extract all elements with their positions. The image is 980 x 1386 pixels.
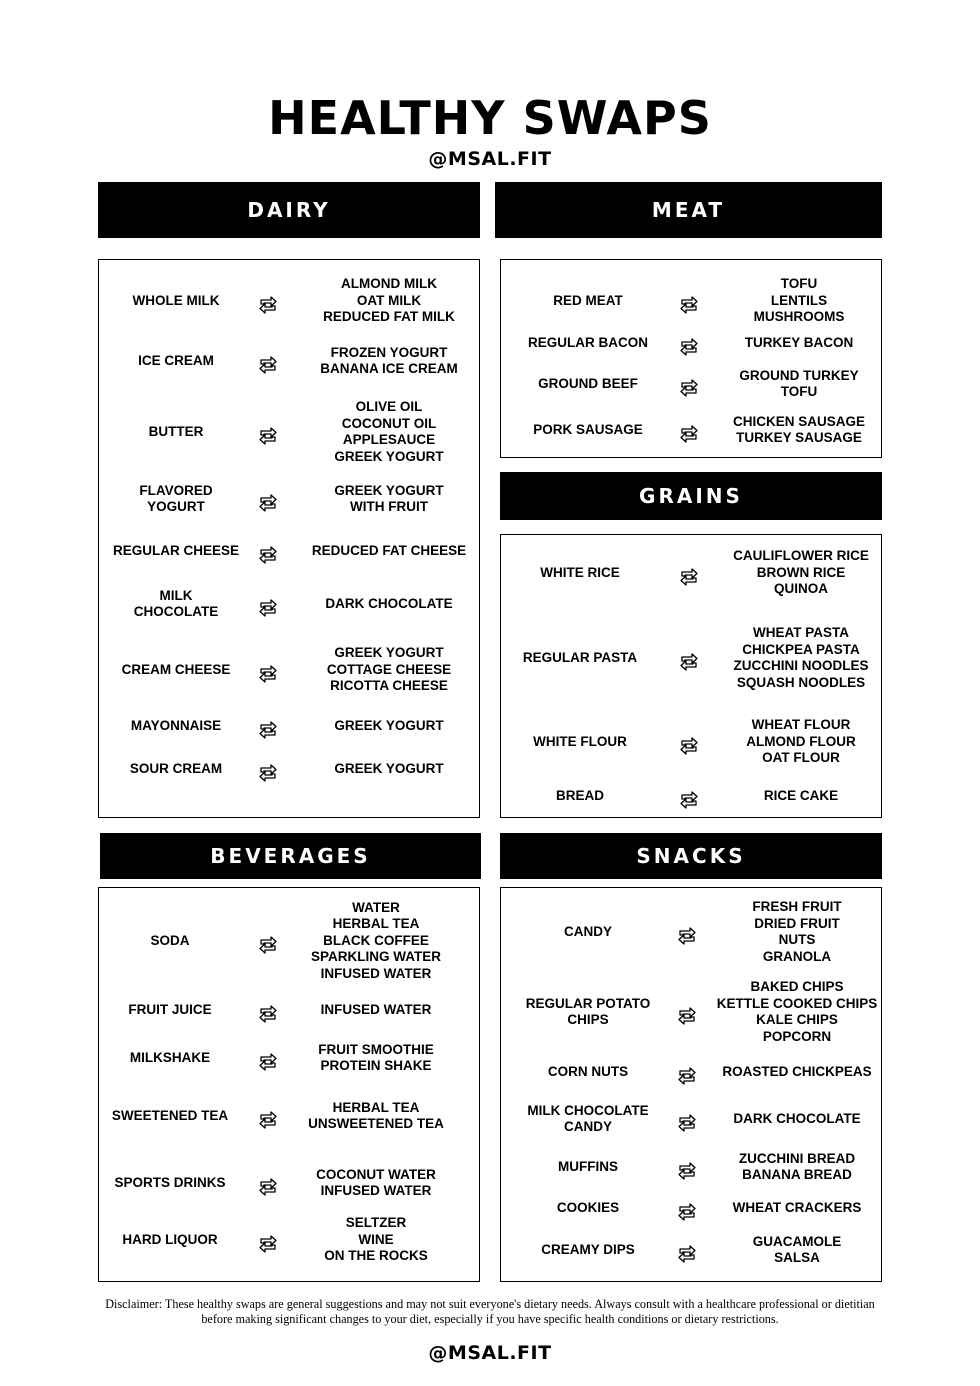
swap-arrows-icon <box>256 719 280 741</box>
swap-arrows-icon <box>256 663 280 685</box>
swap-to-line: WHEAT PASTA <box>753 625 849 640</box>
swap-arrows-icon <box>675 1005 699 1027</box>
swap-from-line: SWEETENED TEA <box>111 1107 229 1123</box>
dairy-to-2 <box>294 399 484 465</box>
swap-arrows-icon <box>677 294 701 316</box>
beverages-to-5 <box>286 1215 466 1265</box>
swap-from-line: FRUIT JUICE <box>128 1001 212 1017</box>
swap-to-line: ROASTED CHICKPEAS <box>722 1063 872 1079</box>
swap-to-line: BANANA ICE CREAM <box>320 361 458 376</box>
grains-to-0 <box>711 548 891 598</box>
beverages-to-2 <box>286 1042 466 1075</box>
swap-to-line: SPARKLING WATER <box>311 949 441 964</box>
snacks-from-2 <box>513 1064 663 1081</box>
swap-to-line: WHEAT CRACKERS <box>732 1199 862 1215</box>
beverages-from-2 <box>100 1050 240 1067</box>
swap-arrows-icon <box>256 544 280 566</box>
swap-from-line: REGULAR BACON <box>528 334 648 350</box>
beverages-to-1 <box>286 1002 466 1019</box>
snacks-to-2 <box>707 1064 887 1081</box>
grains-from-3 <box>505 788 655 805</box>
swap-from-line: REGULAR PASTA <box>522 649 638 665</box>
snacks-from-1 <box>513 996 663 1029</box>
beverages-header: BEVERAGES <box>100 833 481 879</box>
snacks-header: SNACKS <box>500 833 882 879</box>
beverages-from-1 <box>100 1002 240 1019</box>
dairy-from-1 <box>106 353 246 370</box>
snacks-to-5 <box>707 1200 887 1217</box>
swap-to-line: GREEK YOGURT <box>334 645 444 660</box>
swap-from-line: COOKIES <box>556 1199 620 1215</box>
dairy-to-3 <box>294 483 484 516</box>
swap-arrows-icon <box>256 597 280 619</box>
meat-from-2 <box>513 376 663 393</box>
swap-to-line: LENTILS <box>770 292 828 308</box>
swap-to-line: APPLESAUCE <box>342 432 436 447</box>
swap-to-line: OAT MILK <box>356 292 422 308</box>
swap-to-line: RICE CAKE <box>763 787 839 803</box>
dairy-to-1 <box>294 345 484 378</box>
grains-from-1 <box>505 650 655 667</box>
swap-to-line: TURKEY BACON <box>744 334 854 350</box>
swap-arrows-icon <box>256 1003 280 1025</box>
swap-arrows-icon <box>256 425 280 447</box>
snacks-box <box>500 887 882 1282</box>
swap-from-line: CHOCOLATE <box>133 604 219 619</box>
swap-to-line: COCONUT OIL <box>341 415 437 431</box>
beverages-from-4 <box>100 1175 240 1192</box>
swap-arrows-icon <box>675 1065 699 1087</box>
swap-to-line: ZUCCHINI BREAD <box>738 1150 856 1166</box>
swap-from-line: GROUND BEEF <box>538 375 638 391</box>
swap-to-line: ZUCCHINI NOODLES <box>733 658 869 673</box>
swap-to-line: COCONUT WATER <box>316 1166 436 1182</box>
dairy-from-8 <box>106 761 246 778</box>
swap-to-line: GUACAMOLE <box>752 1233 842 1249</box>
swap-to-line: TURKEY SAUSAGE <box>736 430 862 445</box>
swap-arrows-icon <box>677 735 701 757</box>
swap-to-line: GRANOLA <box>762 948 832 964</box>
dairy-to-5 <box>294 596 484 613</box>
meat-to-1 <box>714 335 884 352</box>
snacks-from-0 <box>513 924 663 941</box>
beverages-from-5 <box>100 1232 240 1249</box>
swap-to-line: OLIVE OIL <box>355 399 423 414</box>
swap-from-line: REGULAR POTATO <box>525 995 651 1011</box>
swap-to-line: WITH FRUIT <box>350 499 428 514</box>
swap-from-line: REGULAR CHEESE <box>112 542 239 558</box>
swap-to-line: ON THE ROCKS <box>324 1248 428 1263</box>
dairy-from-5 <box>106 588 246 621</box>
snacks-to-6 <box>707 1234 887 1267</box>
swap-from-line: BREAD <box>555 787 604 803</box>
meat-from-3 <box>513 422 663 439</box>
dairy-to-6 <box>294 645 484 695</box>
swap-to-line: REDUCED FAT CHEESE <box>311 542 467 558</box>
grains-to-1 <box>711 625 891 691</box>
swap-to-line: ALMOND FLOUR <box>746 733 856 749</box>
swap-arrows-icon <box>675 1201 699 1223</box>
swap-to-line: POPCORN <box>762 1028 832 1044</box>
dairy-from-0 <box>106 293 246 310</box>
swap-to-line: TOFU <box>780 384 818 399</box>
snacks-from-6 <box>513 1242 663 1259</box>
dairy-from-7 <box>106 718 246 735</box>
swap-from-line: CREAM CHEESE <box>121 661 231 677</box>
beverages-box <box>98 887 480 1282</box>
swap-to-line: QUINOA <box>774 581 828 596</box>
swap-arrows-icon <box>677 566 701 588</box>
swap-from-line: MUFFINS <box>558 1158 618 1174</box>
grains-header: GRAINS <box>500 472 882 520</box>
swap-to-line: ALMOND MILK <box>341 276 437 291</box>
meat-to-0 <box>714 276 884 326</box>
dairy-to-8 <box>294 761 484 778</box>
swap-to-line: WHEAT FLOUR <box>751 717 851 732</box>
snacks-from-3 <box>513 1103 663 1136</box>
swap-from-line: RED MEAT <box>553 292 623 308</box>
swap-to-line: WATER <box>352 899 400 915</box>
dairy-header: DAIRY <box>98 182 480 238</box>
swap-to-line: REDUCED FAT MILK <box>323 309 455 324</box>
swap-arrows-icon <box>256 1233 280 1255</box>
beverages-to-3 <box>286 1100 466 1133</box>
swap-from-line: SOUR CREAM <box>129 760 223 776</box>
swap-to-line: INFUSED WATER <box>320 1183 432 1198</box>
swap-from-line: WHITE RICE <box>540 564 620 580</box>
snacks-to-4 <box>707 1151 887 1184</box>
meat-header: MEAT <box>495 182 882 238</box>
meat-to-2 <box>714 368 884 401</box>
swap-arrows-icon <box>256 1051 280 1073</box>
swap-to-line: BROWN RICE <box>756 564 846 580</box>
swap-to-line: RICOTTA CHEESE <box>330 678 448 693</box>
swap-to-line: KALE CHIPS <box>756 1012 838 1027</box>
swap-to-line: SQUASH NOODLES <box>736 674 866 690</box>
dairy-to-4 <box>294 543 484 560</box>
disclaimer: Disclaimer: These healthy swaps are general suggestions and may not suit everyone's dietary needs. Always consult with a healthcare professional or dietitian before making significant changes to your diet, especially if you have specific health conditions or dietary restrictions. <box>105 1297 875 1326</box>
grains-from-2 <box>505 734 655 751</box>
swap-from-line: CANDY <box>563 923 612 939</box>
swap-from-line: MILKSHAKE <box>129 1049 211 1065</box>
snacks-to-0 <box>707 899 887 965</box>
page-title: HEALTHY SWAPS <box>268 91 712 145</box>
grains-to-2 <box>711 717 891 767</box>
swap-to-line: FRUIT SMOOTHIE <box>318 1041 434 1057</box>
dairy-from-6 <box>106 662 246 679</box>
swap-from-line: CREAMY DIPS <box>541 1241 635 1257</box>
beverages-from-0 <box>100 933 240 950</box>
dairy-from-4 <box>106 543 246 560</box>
grains-from-0 <box>505 565 655 582</box>
swap-from-line: MILK <box>159 587 193 603</box>
dairy-from-2 <box>106 424 246 441</box>
swap-arrows-icon <box>675 1243 699 1265</box>
swap-from-line: WHOLE MILK <box>132 292 220 308</box>
swap-arrows-icon <box>675 925 699 947</box>
swap-to-line: FRESH FRUIT <box>752 899 842 914</box>
meat-to-3 <box>714 414 884 447</box>
swap-from-line: ICE CREAM <box>138 352 214 368</box>
swap-to-line: FROZEN YOGURT <box>330 344 448 360</box>
snacks-from-4 <box>513 1159 663 1176</box>
snacks-to-1 <box>707 979 887 1045</box>
dairy-to-7 <box>294 718 484 735</box>
swap-to-line: GREEK YOGURT <box>334 482 444 498</box>
swap-to-line: GREEK YOGURT <box>334 448 444 464</box>
swap-to-line: DRIED FRUIT <box>754 915 840 931</box>
swap-arrows-icon <box>256 492 280 514</box>
swap-to-line: BANANA BREAD <box>742 1167 852 1182</box>
swap-from-line: SPORTS DRINKS <box>114 1174 226 1190</box>
swap-arrows-icon <box>677 423 701 445</box>
swap-to-line: OAT FLOUR <box>762 750 840 765</box>
swap-to-line: CHICKEN SAUSAGE <box>732 413 865 429</box>
swap-from-line: CHIPS <box>567 1012 609 1027</box>
swap-to-line: HERBAL TEA <box>332 1099 420 1115</box>
swap-to-line: SALSA <box>774 1250 820 1265</box>
swap-to-line: WINE <box>358 1231 394 1247</box>
swap-from-line: HARD LIQUOR <box>122 1231 218 1247</box>
swap-from-line: FLAVORED <box>139 482 213 498</box>
swap-arrows-icon <box>677 377 701 399</box>
swap-to-line: HERBAL TEA <box>332 916 420 931</box>
grains-to-3 <box>711 788 891 805</box>
dairy-to-0 <box>294 276 484 326</box>
swap-from-line: BUTTER <box>148 423 204 439</box>
swap-arrows-icon <box>675 1112 699 1134</box>
swap-to-line: DARK CHOCOLATE <box>325 595 453 611</box>
swap-from-line: MILK CHOCOLATE <box>527 1102 649 1118</box>
beverages-to-0 <box>286 900 466 983</box>
snacks-from-5 <box>513 1200 663 1217</box>
swap-to-line: CHICKPEA PASTA <box>742 641 860 657</box>
dairy-box <box>98 259 480 818</box>
meat-from-0 <box>513 293 663 310</box>
swap-from-line: WHITE FLOUR <box>533 733 627 749</box>
swap-to-line: SELTZER <box>345 1215 407 1230</box>
snacks-to-3 <box>707 1111 887 1128</box>
meat-from-1 <box>513 335 663 352</box>
swap-to-line: DARK CHOCOLATE <box>733 1110 861 1126</box>
header-handle: @MSAL.FIT <box>428 148 552 170</box>
swap-from-line: CANDY <box>563 1119 612 1134</box>
swap-to-line: INFUSED WATER <box>320 965 432 981</box>
swap-arrows-icon <box>256 294 280 316</box>
swap-from-line: YOGURT <box>147 499 205 514</box>
swap-from-line: PORK SAUSAGE <box>533 421 643 437</box>
swap-to-line: GROUND TURKEY <box>739 367 859 383</box>
swap-arrows-icon <box>256 1109 280 1131</box>
swap-to-line: GREEK YOGURT <box>334 717 444 733</box>
swap-to-line: GREEK YOGURT <box>334 760 444 776</box>
swap-to-line: INFUSED WATER <box>320 1001 432 1017</box>
footer-handle: @MSAL.FIT <box>428 1342 552 1364</box>
swap-to-line: TOFU <box>780 276 818 291</box>
swap-arrows-icon <box>675 1160 699 1182</box>
beverages-from-3 <box>100 1108 240 1125</box>
swap-to-line: PROTEIN SHAKE <box>320 1058 432 1073</box>
swap-to-line: BAKED CHIPS <box>750 979 844 994</box>
swap-from-line: CORN NUTS <box>547 1063 629 1079</box>
swap-to-line: COTTAGE CHEESE <box>326 661 452 677</box>
meat-box <box>500 259 882 458</box>
swap-arrows-icon <box>256 1176 280 1198</box>
swap-to-line: CAULIFLOWER RICE <box>733 548 869 563</box>
swap-from-line: SODA <box>150 932 190 948</box>
beverages-to-4 <box>286 1167 466 1200</box>
swap-to-line: BLACK COFFEE <box>323 932 429 948</box>
dairy-from-3 <box>106 483 246 516</box>
swap-to-line: KETTLE COOKED CHIPS <box>716 995 878 1011</box>
grains-box <box>500 534 882 818</box>
swap-arrows-icon <box>677 336 701 358</box>
swap-arrows-icon <box>677 651 701 673</box>
swap-to-line: NUTS <box>778 932 816 947</box>
swap-from-line: MAYONNAISE <box>130 717 222 733</box>
swap-arrows-icon <box>256 762 280 784</box>
swap-arrows-icon <box>677 789 701 811</box>
swap-to-line: MUSHROOMS <box>753 309 845 324</box>
swap-to-line: UNSWEETENED TEA <box>308 1116 444 1131</box>
swap-arrows-icon <box>256 354 280 376</box>
swap-arrows-icon <box>256 934 280 956</box>
